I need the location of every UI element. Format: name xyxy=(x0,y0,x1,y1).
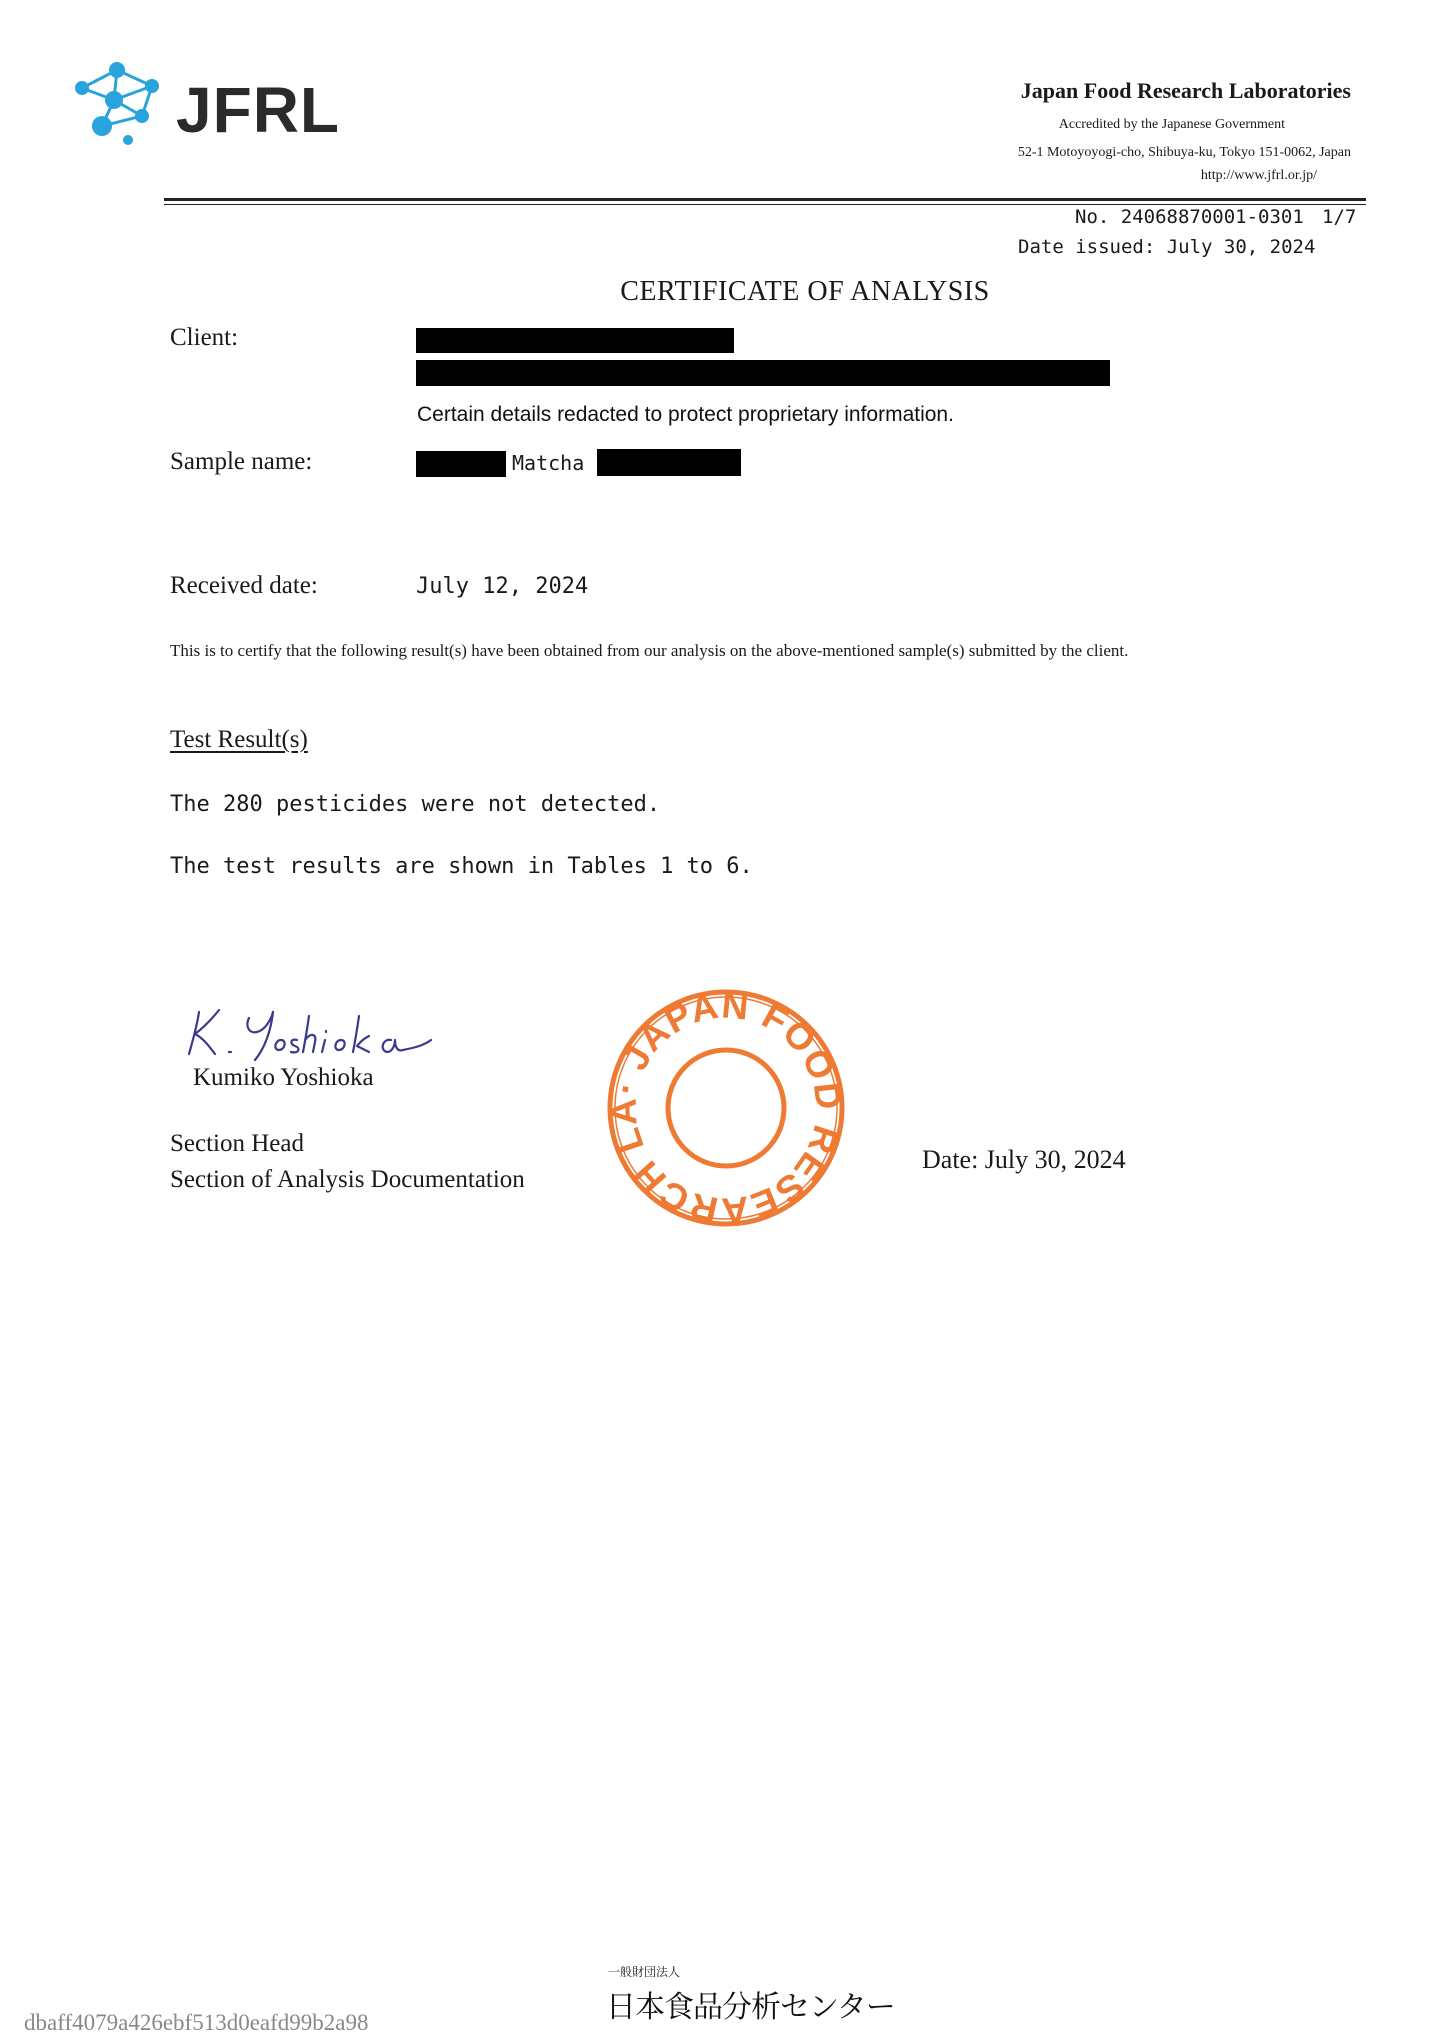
certificate-number: No. 24068870001-0301 xyxy=(1075,206,1304,228)
redaction-bar xyxy=(597,449,741,476)
redaction-bar xyxy=(416,328,734,353)
page-number: 1/7 xyxy=(1322,206,1357,228)
footer-org-type: 一般財団法人 xyxy=(608,1965,681,1979)
footer-org-name: 日本食品分析センター xyxy=(606,1990,895,2025)
received-date-value: July 12, 2024 xyxy=(416,574,589,599)
jfrl-logo-icon xyxy=(72,58,182,155)
signer-department: Section of Analysis Documentation xyxy=(170,1166,525,1193)
document-hash: dbaff4079a426ebf513d0eafd99b2a98 xyxy=(24,2010,369,2035)
handwritten-signature xyxy=(185,1000,475,1069)
lab-name: Japan Food Research Laboratories xyxy=(1020,78,1351,103)
date-issued: Date issued: July 30, 2024 xyxy=(1018,236,1316,258)
official-seal-stamp xyxy=(604,986,848,1235)
redaction-bar xyxy=(416,451,506,477)
signer-name: Kumiko Yoshioka xyxy=(193,1064,374,1091)
result-line: The 280 pesticides were not detected. xyxy=(170,792,661,817)
signature-date: Date: July 30, 2024 xyxy=(922,1145,1126,1174)
sample-name-label: Sample name: xyxy=(170,448,313,475)
client-label: Client: xyxy=(170,324,239,351)
lab-accreditation: Accredited by the Japanese Government xyxy=(1058,117,1285,132)
page-title: CERTIFICATE OF ANALYSIS xyxy=(620,276,990,307)
svg-text:· JAPAN FOOD RESEARCH LABORATO: · JAPAN FOOD RESEARCH LA xyxy=(604,986,848,1230)
test-results-heading: Test Result(s) xyxy=(170,726,308,753)
redaction-note: Certain details redacted to protect proprietary information. xyxy=(417,403,954,426)
sample-name-value: Matcha xyxy=(512,451,585,475)
header-rule xyxy=(164,198,1366,201)
signer-title: Section Head xyxy=(170,1130,304,1157)
logo-wordmark: JFRL xyxy=(176,74,340,146)
result-line: The test results are shown in Tables 1 to 6. xyxy=(170,854,753,879)
redaction-bar xyxy=(416,360,1110,386)
lab-address: 52-1 Motoyoyogi-cho, Shibuya-ku, Tokyo 151-0062, Japan xyxy=(1017,145,1351,160)
lab-url[interactable]: http://www.jfrl.or.jp/ xyxy=(1200,168,1317,183)
received-date-label: Received date: xyxy=(170,572,318,599)
header-rule-thin xyxy=(164,204,1366,205)
certify-statement: This is to certify that the following result(s) have been obtained from our analysis on the above-mentioned sample(s) submitted by the client. xyxy=(170,641,1129,660)
